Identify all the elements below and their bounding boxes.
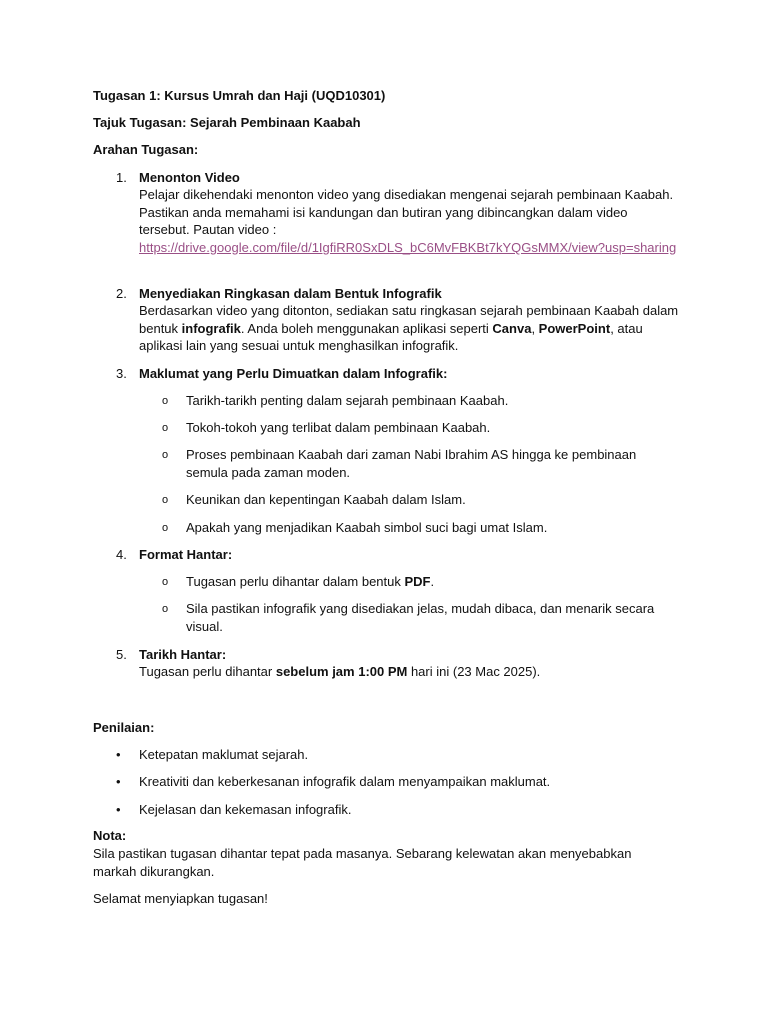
assignment-subject: Tajuk Tugasan: Sejarah Pembinaan Kaabah xyxy=(93,115,361,130)
step-2-text-part-3: , xyxy=(531,320,539,336)
sub-bullet-icon: o xyxy=(162,494,169,506)
step-3-number: 3. xyxy=(116,366,127,381)
deadline-bold-time: sebelum jam 1:00 PM xyxy=(275,664,408,679)
info-item: Tarikh-tarikh penting dalam sejarah pembinaan Kaabah. xyxy=(186,393,509,408)
video-link[interactable]: https://drive.google.com/file/d/1IgfiRR0SxDLS_bC6MvFBKBt7kYQGsMMX/view?usp=sharing xyxy=(139,240,677,255)
sub-bullet-icon: o xyxy=(162,603,169,615)
step-5-title: Tarikh Hantar: xyxy=(139,647,227,662)
note-text: Sila pastikan tugasan dihantar tepat pada masanya. Sebarang kelewatan akan menyebabkan markah dikurangkan. xyxy=(93,846,632,879)
deadline-text-part-1: Tugasan perlu dihantar xyxy=(139,664,276,679)
step-2-text-part-4: , atau aplikasi lain yang sesuai untuk menghasilkan infografik. xyxy=(139,320,643,353)
step-1-link-wrap xyxy=(139,239,679,257)
sub-bullet-icon: o xyxy=(162,576,169,588)
step-2-number: 2. xyxy=(116,286,127,301)
info-item: Keunikan dan kepentingan Kaabah dalam Islam. xyxy=(186,492,466,507)
bullet-icon: • xyxy=(116,774,121,789)
step-2-text-part-2: . Anda boleh menggunakan aplikasi seperti xyxy=(240,320,493,336)
deadline-text-part-2: hari ini (23 Mac 2025). xyxy=(407,664,541,679)
step-2-text-part-1: Berdasarkan video yang ditonton, sediakan satu ringkasan sejarah pembinaan Kaabah dalam bentuk xyxy=(139,303,679,336)
info-item: Proses pembinaan Kaabah dari zaman Nabi Ibrahim AS hingga ke pembinaan semula pada zaman moden. xyxy=(186,447,637,480)
format-item-visual: Sila pastikan infografik yang disediakan jelas, mudah dibaca, dan menarik secara visual. xyxy=(186,601,655,634)
bullet-icon: • xyxy=(116,802,121,817)
format-item-text: Tugasan perlu dihantar dalam bentuk xyxy=(186,574,405,589)
instructions-heading: Arahan Tugasan: xyxy=(93,142,199,157)
assessment-item: Kejelasan dan kekemasan infografik. xyxy=(139,802,352,817)
step-2-bold-canva: Canva xyxy=(492,320,532,336)
step-1-number: 1. xyxy=(116,170,127,185)
sub-bullet-icon: o xyxy=(162,449,169,461)
info-item: Tokoh-tokoh yang terlibat dalam pembinaan Kaabah. xyxy=(186,420,491,435)
info-item: Apakah yang menjadikan Kaabah simbol suci bagi umat Islam. xyxy=(186,520,548,535)
note-heading: Nota: xyxy=(93,828,127,843)
closing-text: Selamat menyiapkan tugasan! xyxy=(93,891,268,906)
step-4-number: 4. xyxy=(116,547,127,562)
bullet-icon: • xyxy=(116,747,121,762)
step-1-text: Pelajar dikehendaki menonton video yang disediakan mengenai sejarah pembinaan Kaabah. Pastikan anda memahami isi kandungan dan butiran yang dibincangkan dalam video tersebut. Pautan video : xyxy=(139,187,674,237)
step-5-number: 5. xyxy=(116,647,127,662)
format-item-pdf xyxy=(186,573,676,591)
assessment-item: Kreativiti dan keberkesanan infografik dalam menyampaikan maklumat. xyxy=(139,774,551,789)
step-5-text xyxy=(139,663,679,681)
format-item-end: . xyxy=(430,574,435,589)
step-2-bold-powerpoint: PowerPoint xyxy=(538,320,611,336)
sub-bullet-icon: o xyxy=(162,422,169,434)
assessment-item: Ketepatan maklumat sejarah. xyxy=(139,747,309,762)
step-3-title: Maklumat yang Perlu Dimuatkan dalam Infografik: xyxy=(139,366,448,381)
sub-bullet-icon: o xyxy=(162,522,169,534)
document-title: Tugasan 1: Kursus Umrah dan Haji (UQD10301) xyxy=(93,88,386,103)
sub-bullet-icon: o xyxy=(162,395,169,407)
step-2-bold-infografik: infografik xyxy=(181,320,241,336)
step-1-title: Menonton Video xyxy=(139,170,240,185)
step-4-title: Format Hantar: xyxy=(139,547,233,562)
step-2-title: Menyediakan Ringkasan dalam Bentuk Infografik xyxy=(139,286,442,301)
format-item-bold-pdf: PDF xyxy=(404,574,431,589)
assessment-heading: Penilaian: xyxy=(93,720,155,735)
step-2-text xyxy=(139,302,679,355)
